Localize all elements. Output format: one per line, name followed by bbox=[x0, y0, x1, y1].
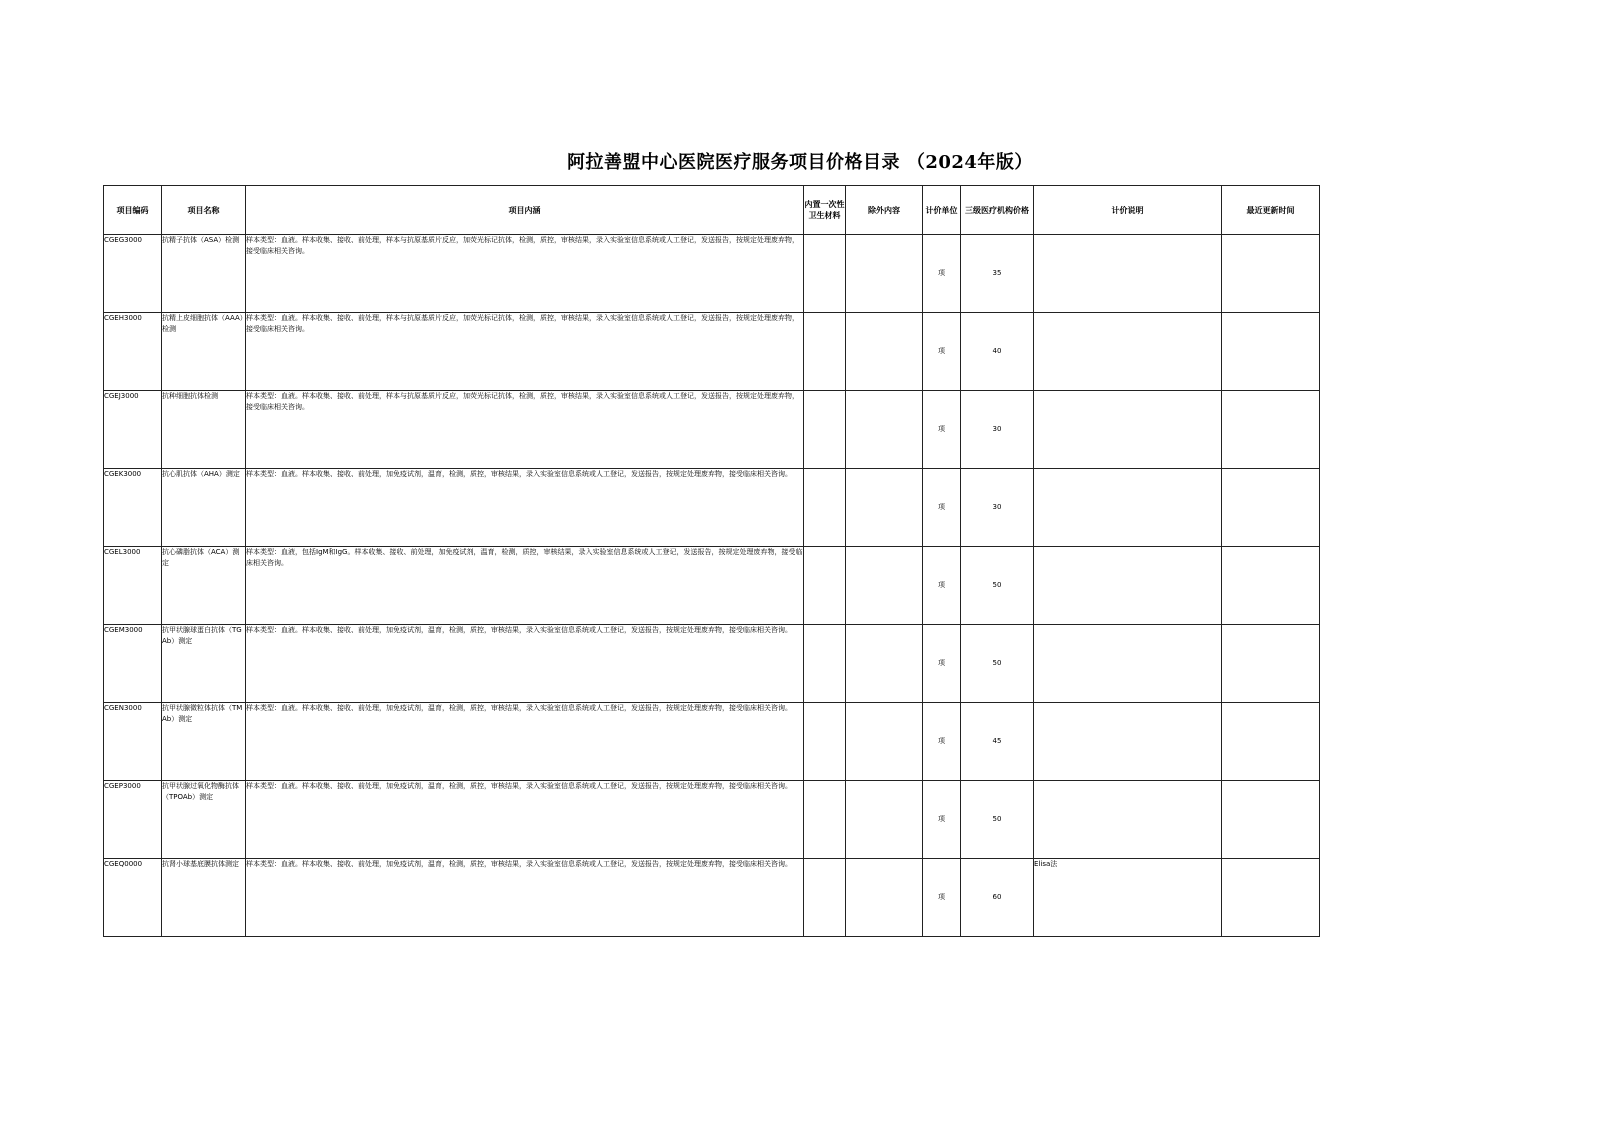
item-updated bbox=[1222, 859, 1320, 937]
item-content: 样本类型：血液。样本收集、接收、前处理，加免疫试剂，温育，检测，质控，审核结果，录入实验室信息系统或人工登记，发送报告，按规定处理废弃物，接受临床相关咨询。 bbox=[246, 469, 804, 547]
item-name: 抗种细胞抗体检测 bbox=[162, 391, 246, 469]
item-unit: 项 bbox=[923, 703, 961, 781]
item-materials bbox=[804, 781, 846, 859]
item-pricing-note bbox=[1034, 781, 1222, 859]
item-name: 抗肾小球基底膜抗体测定 bbox=[162, 859, 246, 937]
item-content: 样本类型：血液。样本收集、接收、前处理，加免疫试剂，温育，检测，质控，审核结果，录入实验室信息系统或人工登记，发送报告，按规定处理废弃物，接受临床相关咨询。 bbox=[246, 781, 804, 859]
item-exclusions bbox=[846, 469, 923, 547]
item-code: CGEK3000 bbox=[104, 469, 162, 547]
item-code: CGEQ0000 bbox=[104, 859, 162, 937]
item-unit: 项 bbox=[923, 313, 961, 391]
item-code: CGEP3000 bbox=[104, 781, 162, 859]
item-materials bbox=[804, 469, 846, 547]
item-pricing-note bbox=[1034, 313, 1222, 391]
header-updated: 最近更新时间 bbox=[1222, 186, 1320, 235]
item-content: 样本类型：血液。样本收集、接收、前处理，加免疫试剂，温育，检测，质控，审核结果，录入实验室信息系统或人工登记，发送报告，按规定处理废弃物，接受临床相关咨询。 bbox=[246, 703, 804, 781]
item-updated bbox=[1222, 625, 1320, 703]
item-updated bbox=[1222, 469, 1320, 547]
item-updated bbox=[1222, 235, 1320, 313]
item-content: 样本类型：血液。样本收集、接收、前处理，加免疫试剂，温育，检测，质控，审核结果，录入实验室信息系统或人工登记，发送报告，按规定处理废弃物，接受临床相关咨询。 bbox=[246, 625, 804, 703]
item-pricing-note bbox=[1034, 547, 1222, 625]
item-name: 抗甲状腺过氧化物酶抗体（TPOAb）测定 bbox=[162, 781, 246, 859]
item-content: 样本类型：血液，包括IgM和IgG。样本收集、接收、前处理，加免疫试剂，温育，检测，质控，审核结果，录入实验室信息系统或人工登记，发送报告，按规定处理废弃物，接受临床相关咨询。 bbox=[246, 547, 804, 625]
item-materials bbox=[804, 391, 846, 469]
item-unit: 项 bbox=[923, 235, 961, 313]
table-row bbox=[104, 703, 1320, 781]
document-title: 阿拉善盟中心医院医疗服务项目价格目录 （2024年版） bbox=[567, 152, 1033, 173]
item-exclusions bbox=[846, 391, 923, 469]
item-code: CGEL3000 bbox=[104, 547, 162, 625]
item-pricing-note: Elisa法 bbox=[1034, 859, 1222, 937]
item-exclusions bbox=[846, 235, 923, 313]
header-pricing-note: 计价说明 bbox=[1034, 186, 1222, 235]
item-unit: 项 bbox=[923, 625, 961, 703]
item-updated bbox=[1222, 391, 1320, 469]
item-exclusions bbox=[846, 547, 923, 625]
price-catalog-table bbox=[103, 185, 1320, 937]
item-updated bbox=[1222, 781, 1320, 859]
item-price: 60 bbox=[961, 859, 1034, 937]
table-row bbox=[104, 313, 1320, 391]
item-exclusions bbox=[846, 781, 923, 859]
item-unit: 项 bbox=[923, 469, 961, 547]
item-pricing-note bbox=[1034, 391, 1222, 469]
item-pricing-note bbox=[1034, 469, 1222, 547]
item-materials bbox=[804, 625, 846, 703]
item-name: 抗甲状腺微粒体抗体（TMAb）测定 bbox=[162, 703, 246, 781]
item-updated bbox=[1222, 547, 1320, 625]
item-name: 抗精子抗体（ASA）检测 bbox=[162, 235, 246, 313]
table-row bbox=[104, 469, 1320, 547]
item-content: 样本类型：血液。样本收集、接收、前处理，样本与抗原基质片反应，加荧光标记抗体，检测，质控，审核结果，录入实验室信息系统或人工登记，发送报告，按规定处理废弃物，接受临床相关咨询。 bbox=[246, 313, 804, 391]
item-name: 抗心磷脂抗体（ACA）测定 bbox=[162, 547, 246, 625]
item-price: 50 bbox=[961, 625, 1034, 703]
item-code: CGEM3000 bbox=[104, 625, 162, 703]
item-unit: 项 bbox=[923, 781, 961, 859]
item-exclusions bbox=[846, 703, 923, 781]
item-unit: 项 bbox=[923, 391, 961, 469]
table-row bbox=[104, 625, 1320, 703]
item-materials bbox=[804, 859, 846, 937]
item-pricing-note bbox=[1034, 625, 1222, 703]
header-name: 项目名称 bbox=[162, 186, 246, 235]
table-row bbox=[104, 859, 1320, 937]
item-price: 40 bbox=[961, 313, 1034, 391]
item-code: CGEG3000 bbox=[104, 235, 162, 313]
item-name: 抗心肌抗体（AHA）测定 bbox=[162, 469, 246, 547]
item-exclusions bbox=[846, 313, 923, 391]
header-code: 项目编码 bbox=[104, 186, 162, 235]
item-materials bbox=[804, 703, 846, 781]
item-updated bbox=[1222, 313, 1320, 391]
item-materials bbox=[804, 313, 846, 391]
item-code: CGEJ3000 bbox=[104, 391, 162, 469]
item-code: CGEN3000 bbox=[104, 703, 162, 781]
item-content: 样本类型：血液。样本收集、接收、前处理，样本与抗原基质片反应，加荧光标记抗体，检测，质控，审核结果，录入实验室信息系统或人工登记，发送报告，按规定处理废弃物，接受临床相关咨询。 bbox=[246, 391, 804, 469]
item-price: 35 bbox=[961, 235, 1034, 313]
item-name: 抗甲状腺球蛋白抗体（TGAb）测定 bbox=[162, 625, 246, 703]
item-pricing-note bbox=[1034, 235, 1222, 313]
table-row bbox=[104, 781, 1320, 859]
item-name: 抗精上皮细胞抗体（AAA）检测 bbox=[162, 313, 246, 391]
header-materials: 内置一次性卫生材料 bbox=[804, 186, 846, 235]
table-header-row bbox=[104, 186, 1320, 235]
header-exclusions: 除外内容 bbox=[846, 186, 923, 235]
item-pricing-note bbox=[1034, 703, 1222, 781]
item-price: 30 bbox=[961, 469, 1034, 547]
item-updated bbox=[1222, 703, 1320, 781]
table-row bbox=[104, 391, 1320, 469]
item-materials bbox=[804, 235, 846, 313]
item-unit: 项 bbox=[923, 547, 961, 625]
item-content: 样本类型：血液。样本收集、接收、前处理，样本与抗原基质片反应，加荧光标记抗体，检测，质控，审核结果，录入实验室信息系统或人工登记，发送报告，按规定处理废弃物，接受临床相关咨询。 bbox=[246, 235, 804, 313]
item-code: CGEH3000 bbox=[104, 313, 162, 391]
item-price: 45 bbox=[961, 703, 1034, 781]
item-price: 50 bbox=[961, 547, 1034, 625]
table-row bbox=[104, 235, 1320, 313]
item-materials bbox=[804, 547, 846, 625]
item-exclusions bbox=[846, 859, 923, 937]
table-row bbox=[104, 547, 1320, 625]
header-unit: 计价单位 bbox=[923, 186, 961, 235]
item-price: 30 bbox=[961, 391, 1034, 469]
item-price: 50 bbox=[961, 781, 1034, 859]
item-content: 样本类型：血液。样本收集、接收、前处理，加免疫试剂，温育，检测，质控，审核结果，录入实验室信息系统或人工登记，发送报告，按规定处理废弃物，接受临床相关咨询。 bbox=[246, 859, 804, 937]
header-price: 三级医疗机构价格 bbox=[961, 186, 1034, 235]
header-content: 项目内涵 bbox=[246, 186, 804, 235]
item-unit: 项 bbox=[923, 859, 961, 937]
item-exclusions bbox=[846, 625, 923, 703]
